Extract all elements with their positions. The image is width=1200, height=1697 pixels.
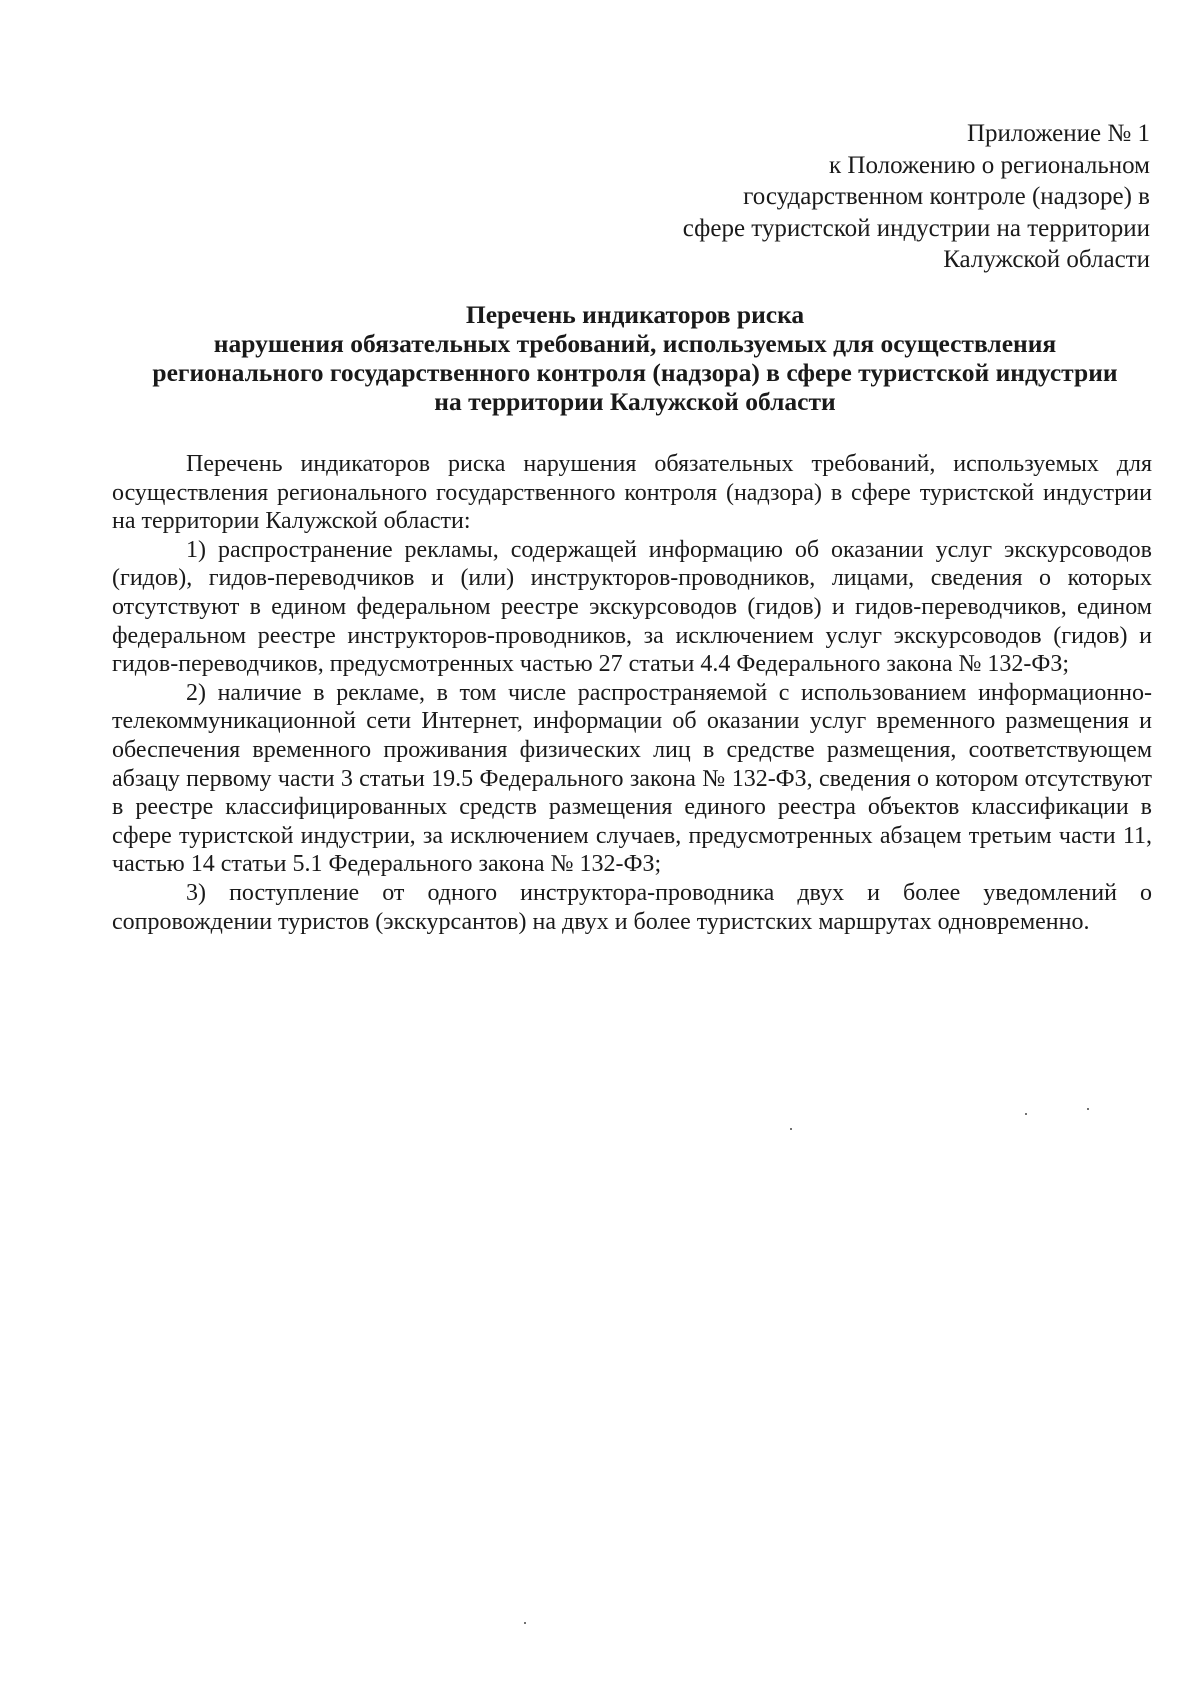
list-item: 2) наличие в рекламе, в том числе распространяемой с использованием информационно-телекоммуникационной сети Интернет, информации об оказании услуг временного размещения и обеспечения временного проживания физических лиц в средстве размещения, соответствующем абзацу первому части 3 статьи 19.5 Федерального закона № 132-ФЗ, сведения о котором отсутствуют в реестре классифицированных средств размещения единого реестра объектов классификации в сфере туристской индустрии, за исключением случаев, предусмотренных абзацем третьим части 11, частью 14 статьи 5.1 Федерального закона № 132-ФЗ; xyxy=(112,679,1152,878)
appendix-note xyxy=(683,118,1150,276)
intro-paragraph: Перечень индикаторов риска нарушения обязательных требований, используемых для осуществления регионального государственного контроля (надзора) в сфере туристской индустрии на территории Калужской области: xyxy=(112,451,1152,535)
appendix-line: сфере туристской индустрии на территории xyxy=(682,214,1150,242)
document-title xyxy=(100,300,1170,416)
scan-speck xyxy=(1025,1113,1027,1115)
appendix-line: государственном контроле (надзоре) в xyxy=(743,183,1150,210)
appendix-line: Приложение № 1 xyxy=(966,120,1150,147)
appendix-line: Калужской области xyxy=(943,246,1150,273)
title-line: Перечень индикаторов риска xyxy=(465,300,805,329)
title-line: регионального государственного контроля (надзора) в сфере туристской индустрии xyxy=(152,358,1118,387)
list-item: 3) поступление от одного инструктора-проводника двух и более уведомлений о сопровождении туристов (экскурсантов) на двух и более туристских маршрутах одновременно. xyxy=(112,879,1152,935)
document-body xyxy=(112,450,1152,936)
scan-speck xyxy=(1087,1108,1089,1110)
title-line: нарушения обязательных требований, используемых для осуществления xyxy=(213,329,1057,358)
list-item: 1) распространение рекламы, содержащей информацию об оказании услуг экскурсоводов (гидов), гидов-переводчиков и (или) инструкторов-проводников, лицами, сведения о которых отсутствуют в едином федеральном реестре экскурсоводов (гидов) и гидов-переводчиков, едином федеральном реестре инструкторов-проводников, за исключением услуг экскурсоводов (гидов) и гидов-переводчиков, предусмотренных частью 27 статьи 4.4 Федерального закона № 132-ФЗ; xyxy=(112,536,1152,678)
scan-speck xyxy=(524,1622,526,1624)
appendix-line: к Положению о региональном xyxy=(829,151,1150,179)
scan-speck xyxy=(790,1128,792,1130)
title-line: на территории Калужской области xyxy=(434,387,836,416)
